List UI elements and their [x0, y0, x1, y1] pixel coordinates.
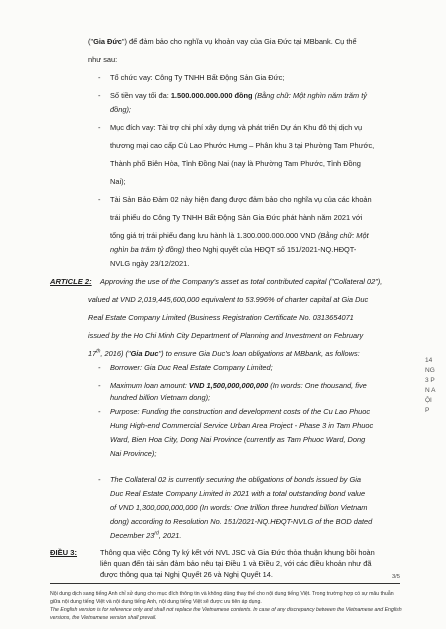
margin-stamp-fragment: NG — [425, 367, 435, 374]
margin-stamp-fragment: 3 P — [425, 377, 435, 384]
vn-intro-line-2: như sau: — [88, 55, 118, 64]
dieu-3-line-3: được thông qua tại Nghị Quyết 26 và Nghị Quyết 14. — [100, 570, 273, 579]
vn-intro-line-1: ("Gia Đức") để đảm bảo cho nghĩa vụ khoản vay của Gia Đức tại MBbank. Cụ thể — [88, 37, 357, 46]
margin-stamp-fragment: ỘI — [425, 397, 432, 404]
vn-bullet-purpose-1: Mục đích vay: Tài trợ chi phí xây dựng và phát triển Dự án Khu đô thị dịch vụ — [110, 123, 363, 132]
vn-bullet-collateral-1: Tài Sản Bảo Đảm 02 này hiện đang được đảm bảo cho nghĩa vụ của các khoản — [110, 195, 372, 204]
vn-bullet-amount-cont: đồng); — [110, 105, 131, 114]
document-page: ("Gia Đức") để đảm bảo cho nghĩa vụ khoản vay của Gia Đức tại MBbank. Cụ thể như sau: - Tổ chức vay: Công Ty TNHH Bất Động Sản Gia Đức; - Số tiền vay tối đa: 1.500.000.000.000 đồng (Bằng chữ: Một nghìn năm trăm tỷ đồng); - Mục đích vay: Tài trợ chi phí xây dựng và phát triển Dự án Khu đô thị dịch vụ thương mại cao cấp Cù Lao Phước Hưng – Phân khu 3 tại Phường Tam Phước, Thành phố Biên Hòa, Tỉnh Đồng Nai (nay là Phường Tam Phước, Tỉnh Đồng Nai); - Tài Sản Bảo Đảm 02 này hiện đang được đảm bảo cho nghĩa vụ của các khoản trái phiếu do Công Ty TNHH Bất Động Sản Gia Đức phát hành năm 2021 với tổng giá trị trái phiếu đang lưu hành là 1.300.000.000.000 VND (Bằng chữ: Một nghìn ba trăm tỷ đồng) theo Nghị quyết của HĐQT số 151/2021-NQ.HĐQT- NVLG ngày 23/12/2021. ARTICLE 2: Approving the use of the Company's asset as total contributed capital ("Collateral 02"), valued at VND 2,019,445,600,000 equivalent to 53.996% of charter capital at Gia Duc Real Estate Company Limited (Business Registration Certificate No. 0313654071 issued by the Ho Chi Minh City Department of Planning and Investment on February 17th, 2016) ("Gia Duc") to ensure Gia Duc's loan obligations at MBbank, as follows: - Borrower: Gia Duc Real Estate Company Limited; - Maximum loan amount: VND 1,500,000,000,000 (In words: One thousand, five hundred billion Vietnam dong); - Purpose: Funding the construction and development costs of the Cu Lao Phuoc Hung High-end Commercial Service Urban Area Project - Phase 3 in Tam Phuoc Ward, Bien Hoa City, Dong Nai Province (currently as Tam Phuoc Ward, Dong Nai Province); - The Collateral 02 is currently securing the obligations of bonds issued by Gia Duc Real Estate Company Limited in 2021 with a total outstanding bond value of VND 1,300,000,000,000 (In words: One trillion three hundred billion Vietnam dong) according to Resolution No. 151/2021-NQ.HĐQT-NVLG of the BOD dated December 23rd, 2021. 3/5 Nội dung dịch sang tiếng Anh chỉ sử dụng cho mục đích thông tin và không dùng thay thế cho nội dung tiếng Việt. Trong trường hợp có sự mâu thuẫn giữa nội dung tiếng Việt và nội dung tiếng Anh, nội dung tiếng Việt sẽ được ưu tiên áp dụng. The English version is for reference only and shall not replace the Vietnamese contents. In case of any discrepancy between the Vietnamese and English versions, the Vietnamese version shall prevail. 14 NG 3 P N A ỘI P ĐIỀU 3: Thông qua việc Công Ty ký kết với NVL JSC và Gia Đức thỏa thuận khung bồi hoàn liên quan đến tài sản đảm bảo nêu tại Điều 1 và Điều 2, với các điều khoản như đã được thông qua tại Nghị Quyết 26 và Nghị Quyết 14. — [0, 0, 446, 629]
vn-bullet-purpose-2: thương mại cao cấp Cù Lao Phước Hưng – Phân khu 3 tại Phường Tam Phước, — [110, 141, 375, 150]
dieu-3-label: ĐIỀU 3: — [50, 548, 78, 557]
article-2-purpose-2: Hung High-end Commercial Service Urban Area Project - Phase 3 in Tam Phuoc — [110, 421, 374, 430]
vn-bullet-collateral-5: NVLG ngày 23/12/2021. — [110, 259, 190, 268]
vn-bullet-collateral-3: tổng giá trị trái phiếu đang lưu hành là 1.300.000.000.000 VND (Bằng chữ: Một — [110, 231, 369, 240]
article-2-collateral-2: Duc Real Estate Company Limited in 2021 with a total outstanding bond value — [110, 489, 366, 498]
article-2-line-1: Approving the use of the Company's asset as total contributed capital ("Collateral 02"), — [100, 277, 383, 286]
article-2-line-3: Real Estate Company Limited (Business Registration Certificate No. 0313654071 — [88, 313, 354, 322]
vn-bullet-purpose-3: Thành phố Biên Hòa, Tỉnh Đồng Nai (nay là Phường Tam Phước, Tỉnh Đồng — [110, 159, 361, 168]
article-2-collateral-5: December 23rd, 2021. — [110, 530, 182, 540]
margin-stamp-fragment: P — [425, 407, 430, 414]
dieu-3-line-1: Thông qua việc Công Ty ký kết với NVL JSC và Gia Đức thỏa thuận khung bồi hoàn — [100, 548, 375, 557]
article-2-amount: Maximum loan amount: VND 1,500,000,000,000 (In words: One thousand, five — [110, 381, 367, 390]
article-2-purpose-3: Ward, Bien Hoa City, Dong Nai Province (currently as Tam Phuoc Ward, Dong — [110, 435, 366, 444]
page-number: 3/5 — [391, 574, 400, 580]
article-2-label: ARTICLE 2: — [50, 277, 92, 286]
article-2-line-4: issued by the Ho Chi Minh City Department of Planning and Investment on February — [88, 331, 364, 340]
article-2-collateral-1: The Collateral 02 is currently securing the obligations of bonds issued by Gia — [110, 475, 362, 484]
article-2-amount-cont: hundred billion Vietnam dong); — [110, 393, 211, 402]
article-2-purpose-4: Nai Province); — [110, 449, 157, 458]
article-2-purpose-1: Purpose: Funding the construction and development costs of the Cu Lao Phuoc — [110, 407, 371, 416]
article-2-collateral-4: dong) according to Resolution No. 151/2021-NQ.HĐQT-NVLG of the BOD dated — [110, 517, 373, 526]
vn-bullet-collateral-4: nghìn ba trăm tỷ đồng) theo Nghị quyết của HĐQT số 151/2021-NQ.HĐQT- — [110, 245, 357, 254]
vn-bullet-purpose-4: Nai); — [110, 177, 126, 186]
article-2-line-5: 17th, 2016) ("Gia Duc") to ensure Gia Duc's loan obligations at MBbank, as follows: — [88, 348, 360, 358]
footer-en-note: The English version is for reference only and shall not replace the Vietnamese contents. In case of any discrepancy between the Vietnamese and English versions, the Vietnamese version shall prevail. — [50, 607, 402, 621]
footer-vn-note: Nội dung dịch sang tiếng Anh chỉ sử dụng cho mục đích thông tin và không dùng thay thế cho nội dung tiếng Việt. Trong trường hợp có sự mâu thuẫn giữa nội dung tiếng Việt và nội dung tiếng Anh, nội dung tiếng Việt sẽ được ưu tiên áp dụng. — [50, 591, 394, 605]
margin-stamp-fragment: 14 — [425, 357, 433, 364]
vn-bullet-collateral-2: trái phiếu do Công Ty TNHH Bất Động Sản Gia Đức phát hành năm 2021 với — [110, 213, 363, 222]
dieu-3-line-2: liên quan đến tài sản đảm bảo nêu tại Điều 1 và Điều 2, với các điều khoản như đã — [100, 559, 372, 568]
vn-bullet-borrower: Tổ chức vay: Công Ty TNHH Bất Động Sản Gia Đức; — [110, 73, 285, 82]
margin-stamp-fragment: N A — [425, 387, 436, 394]
article-2-collateral-3: of VND 1,300,000,000,000 (In words: One trillion three hundred billion Vietnam — [110, 503, 368, 512]
article-2-line-2: valued at VND 2,019,445,600,000 equivalent to 53.996% of charter capital at Gia Duc — [88, 295, 369, 304]
article-2-borrower: Borrower: Gia Duc Real Estate Company Limited; — [110, 363, 273, 372]
vn-bullet-amount: Số tiền vay tối đa: 1.500.000.000.000 đồng (Bằng chữ: Một nghìn năm trăm tỷ — [110, 91, 367, 100]
